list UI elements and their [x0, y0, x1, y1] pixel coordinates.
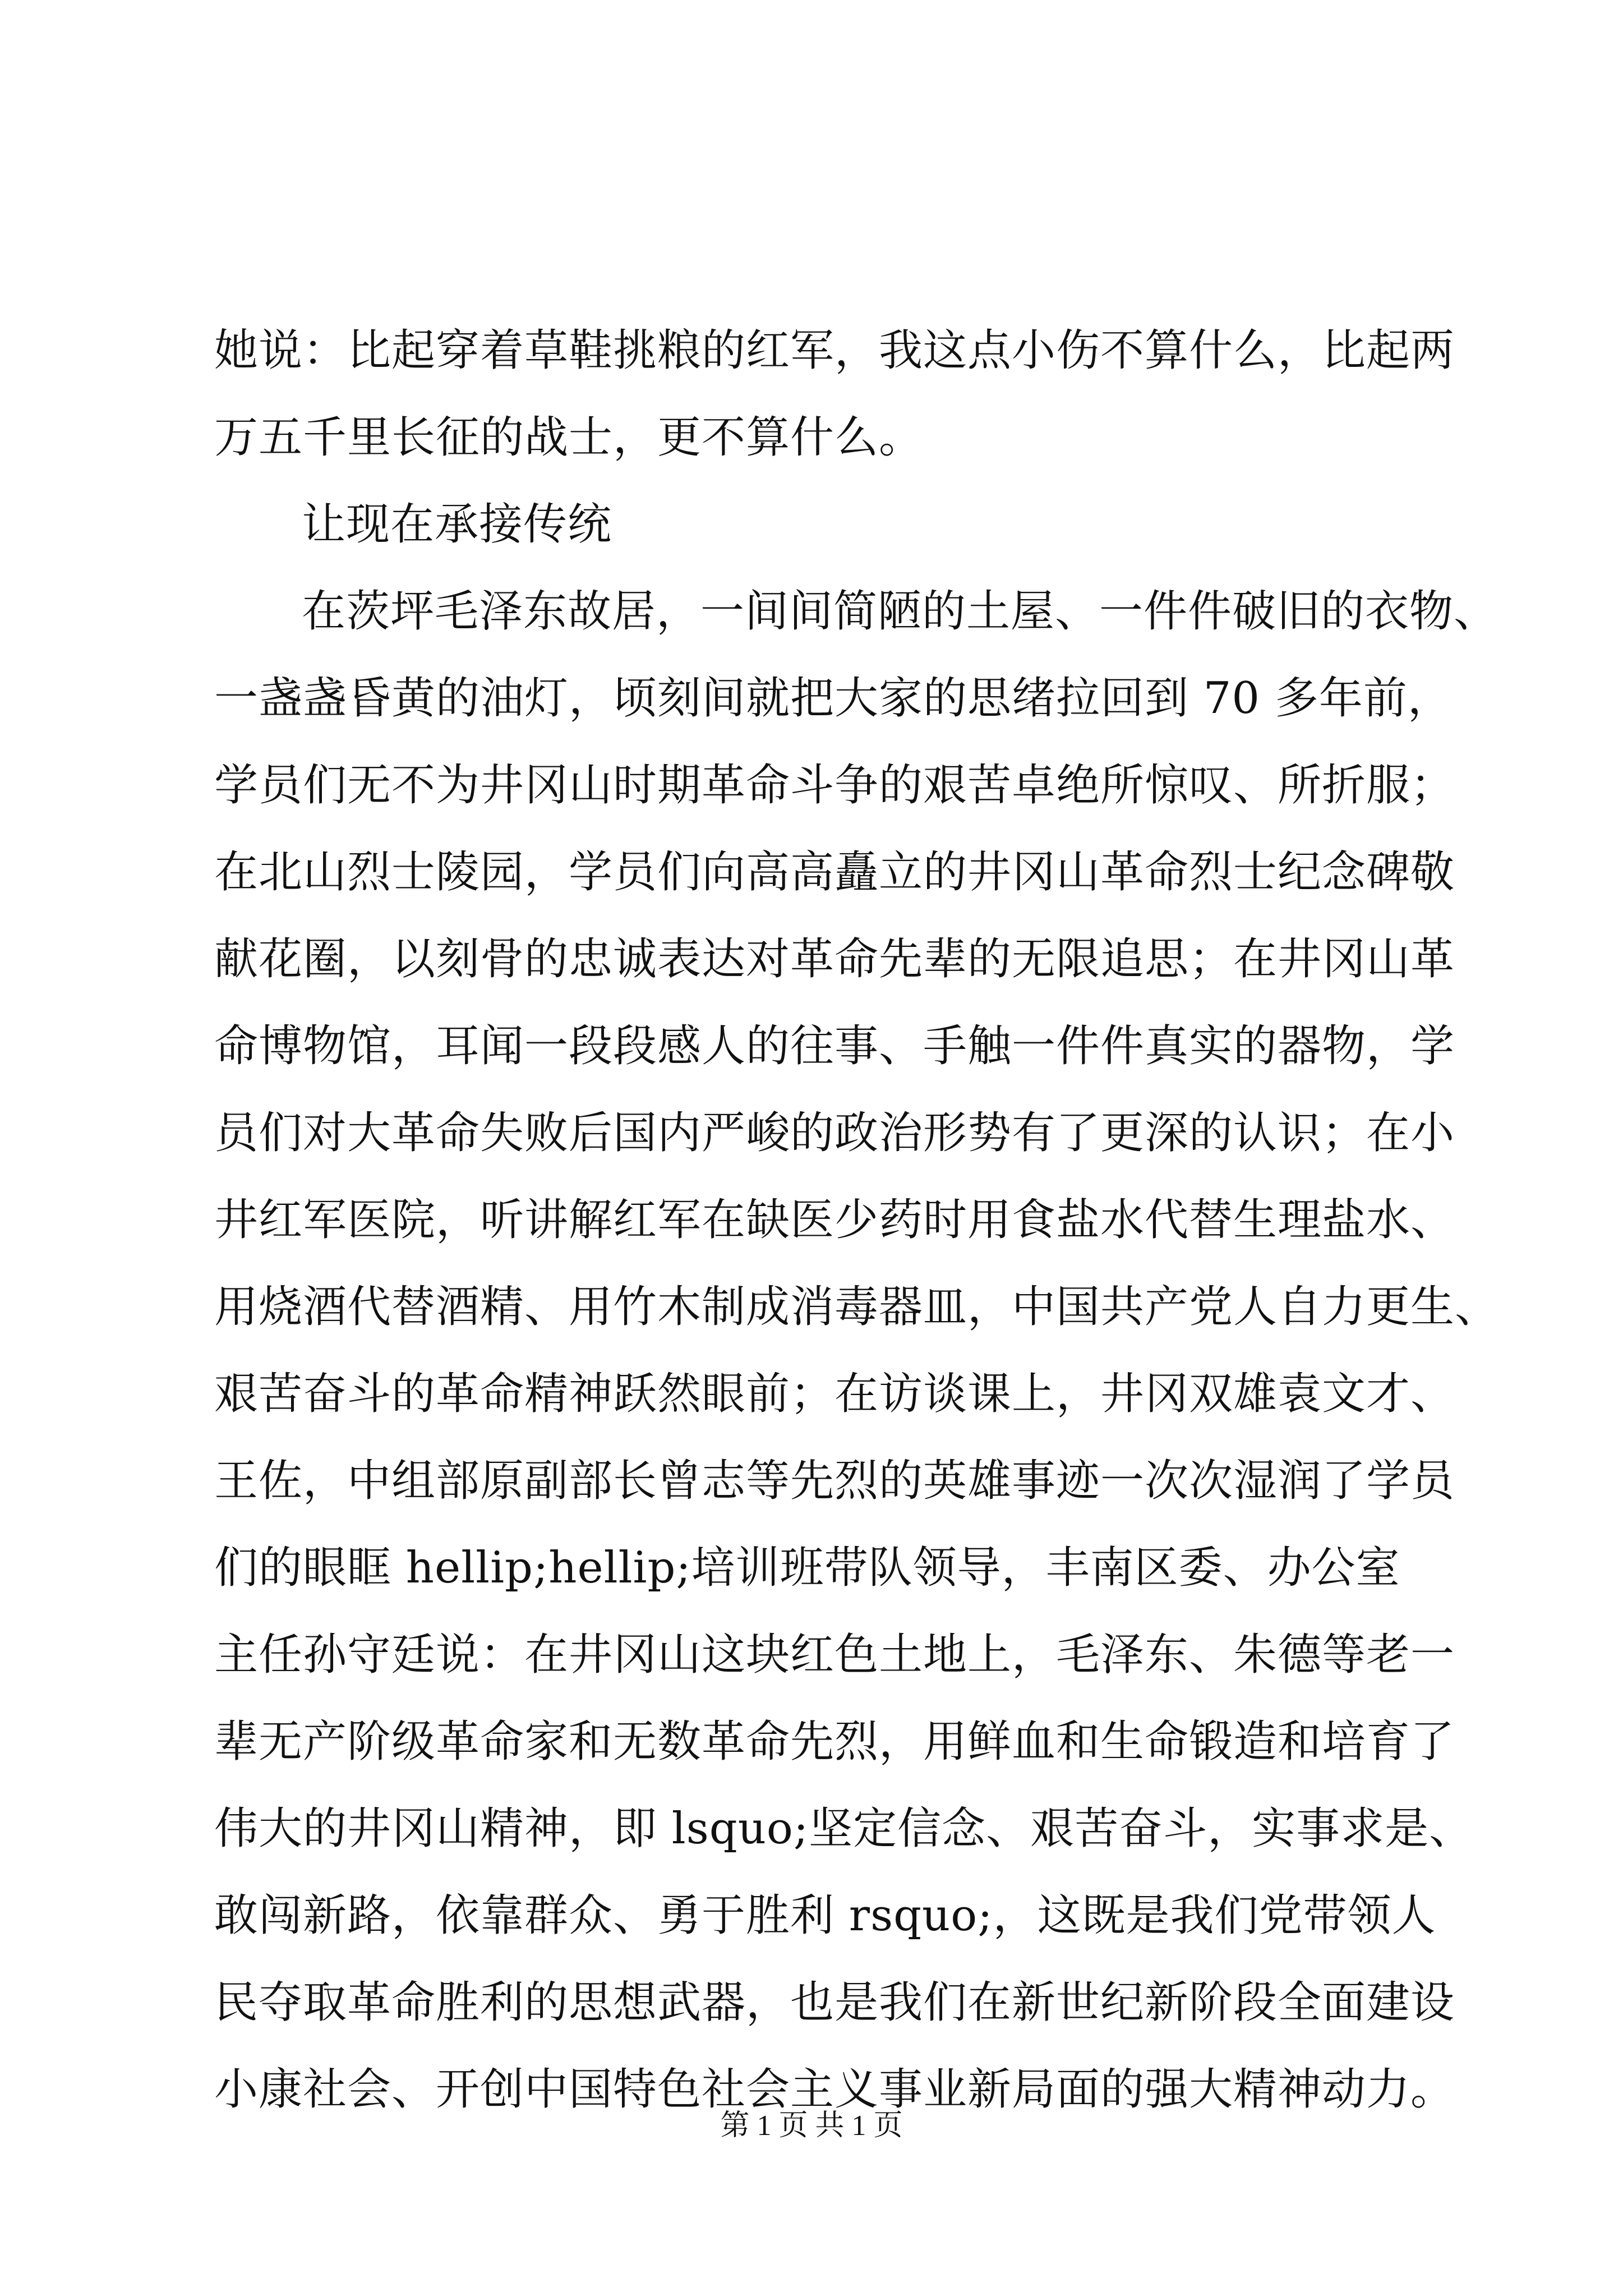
text-line: 辈无产阶级革命家和无数革命先烈，用鲜血和生命锻造和培育了 [214, 1717, 1455, 1767]
text-line: 万五千里长征的战士，更不算什么。 [214, 412, 924, 463]
text-line: 命博物馆，耳闻一段段感人的往事、手触一件件真实的器物，学 [214, 1021, 1455, 1071]
text-line: 井红军医院，听讲解红军在缺医少药时用食盐水代替生理盐水、 [214, 1195, 1455, 1245]
text-line: 献花圈，以刻骨的忠诚表达对革命先辈的无限追思；在井冈山革 [214, 934, 1455, 984]
text-line: 学员们无不为井冈山时期革命斗争的艰苦卓绝所惊叹、所折服； [214, 760, 1455, 811]
document-body [214, 307, 1500, 2133]
text-line: 在北山烈士陵园，学员们向高高矗立的井冈山革命烈士纪念碑敬 [214, 847, 1455, 898]
text-line: 敢闯新路，依靠群众、勇于胜利 rsquo;，这既是我们党带领人 [214, 1890, 1436, 1941]
section-heading: 让现在承接传统 [302, 499, 612, 550]
text-line: 主任孙守廷说：在井冈山这块红色土地上，毛泽东、朱德等老一 [214, 1630, 1455, 1680]
text-line: 艰苦奋斗的革命精神跃然眼前；在访谈课上，井冈双雄袁文才、 [214, 1369, 1455, 1419]
text-line: 们的眼眶 hellip;hellip;培训班带队领导，丰南区委、办公室 [214, 1543, 1400, 1593]
text-line: 民夺取革命胜利的思想武器，也是我们在新世纪新阶段全面建设 [214, 1977, 1455, 2028]
paragraph-first-line: 在茨坪毛泽东故居，一间间简陋的土屋、一件件破旧的衣物、 [302, 586, 1498, 637]
text-line: 员们对大革命失败后国内严峻的政治形势有了更深的认识；在小 [214, 1108, 1455, 1158]
text-line: 她说：比起穿着草鞋挑粮的红军，我这点小伤不算什么，比起两 [214, 325, 1455, 376]
text-line: 伟大的井冈山精神，即 lsquo;坚定信念、艰苦奋斗，实事求是、 [214, 1803, 1474, 1854]
page-number-footer: 第 1 页 共 1 页 [720, 2110, 903, 2142]
text-line: 王佐，中组部原副部长曾志等先烈的英雄事迹一次次湿润了学员 [214, 1456, 1455, 1506]
text-line: 小康社会、开创中国特色社会主义事业新局面的强大精神动力。 [214, 2064, 1455, 2115]
text-line: 一盏盏昏黄的油灯，顷刻间就把大家的思绪拉回到 70 多年前， [214, 673, 1452, 724]
text-line: 用烧酒代替酒精、用竹木制成消毒器皿，中国共产党人自力更生、 [214, 1282, 1500, 1332]
